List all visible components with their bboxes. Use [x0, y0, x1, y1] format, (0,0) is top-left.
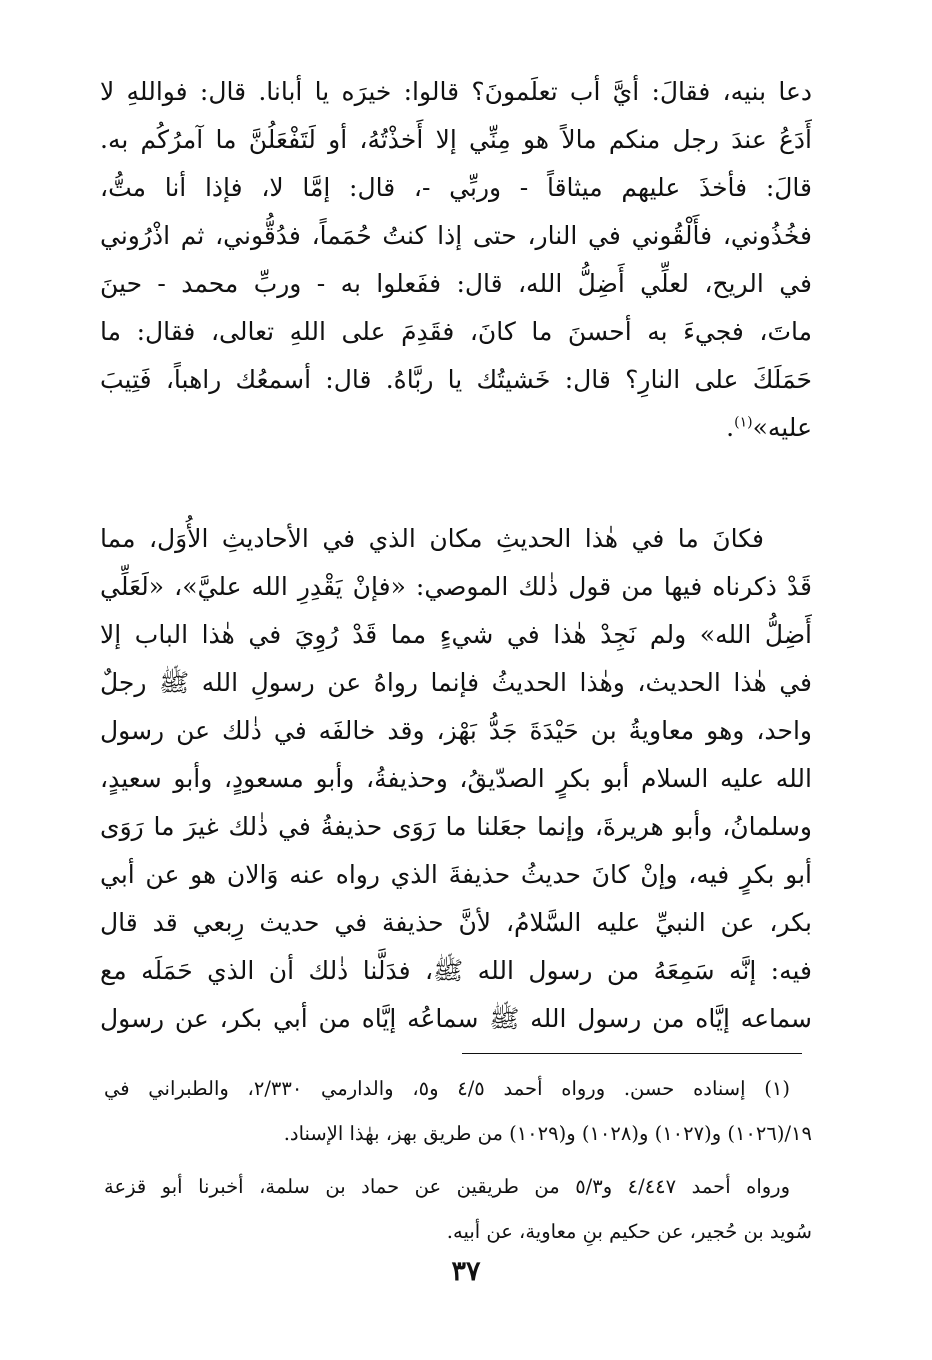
footnote-line: سُويد بن حُجير، عن حكيم بنِ معاوية، عن أبيه.	[446, 1220, 812, 1243]
quote-end-text: عليه»	[752, 413, 812, 442]
footnote-1	[104, 1066, 812, 1156]
text-line: بكر، عن النبيِّ عليه السَّلامُ، لأنَّ حذيفة في حديث رِبعي قد قال	[100, 908, 812, 937]
text-line: دعا بنيه، فقالَ: أيَّ أب تعلَمونَ؟ قالوا: خيرَه يا أبانا. قال: فواللهِ لا	[100, 77, 812, 106]
main-text	[100, 68, 812, 1043]
text-line: قالَ: فأخذَ عليهم ميثاقاً - وربِّي -، قال: إمَّا لا، فإذا أنا متُّ،	[100, 173, 812, 202]
text-line: فيه: إنَّه سَمِعَهُ من رسول الله ﷺ، فدَلَّنا ذٰلك أن الذي حَمَلَه مع	[100, 956, 812, 985]
paragraph-spacer	[100, 452, 812, 515]
text-line: أَضِلُّ الله» ولم نَجِدْ هٰذا في شيءٍ مما قَدْ رُوِيَ في هٰذا الباب إلا	[100, 620, 812, 649]
page-number: ٣٧	[451, 1256, 481, 1287]
footnote-line: (١) إسناده حسن. ورواه أحمد ٤/٥ و٥، والدارمي ٢/٣٣٠، والطبراني في	[104, 1077, 790, 1100]
footnotes	[104, 1066, 812, 1254]
text-line: واحد، وهو معاويةُ بن حَيْدَةَ جَدُّ بَهْز، وقد خالفَه في ذٰلك عن رسول	[100, 716, 812, 745]
text-line: حَمَلَكَ على النارِ؟ قال: خَشيتُك يا ربَّاهُ. قال: أسمعُك راهباً، فَتِيبَ	[100, 365, 812, 394]
footnote-line: ١٩/(١٠٢٦) و(١٠٢٧) و(١٠٢٨) و(١٠٢٩) من طريق بهز، بهٰذا الإسناد.	[283, 1122, 812, 1145]
paragraph-2	[100, 515, 812, 1043]
footnote-2	[104, 1164, 812, 1254]
text-line: الله عليه السلام أبو بكرٍ الصدّيقُ، وحذيفةُ، وأبو مسعودٍ، وأبو سعيدٍ،	[100, 764, 812, 793]
text-line: فكانَ ما في هٰذا الحديثِ مكان الذي في الأحاديثِ الأُوَل، مما	[100, 524, 764, 553]
text-line: فخُذُوني، فأَلْقُوني في النار، حتى إذا كنتُ حُمَماً، فدُقُّوني، ثم اذْرُوني	[100, 221, 812, 250]
text-line: أَدَعُ عندَ رجل منكم مالاً هو مِنِّي إلا أَخذْتُهُ، أو لَتَفْعَلُنَّ ما آمرُكُم به.	[100, 125, 812, 154]
footnote-marker: (١)	[734, 414, 753, 431]
sentence-end: .	[726, 413, 735, 442]
paragraph-1	[100, 68, 812, 452]
text-line: في هٰذا الحديث، وهٰذا الحديثُ فإنما رواهُ عن رسولِ الله ﷺ رجلٌ	[100, 668, 812, 697]
footnote-divider	[462, 1053, 802, 1054]
footnote-line: ورواه أحمد ٤/٤٤٧ و٥/٣ من طريقين عن حماد بن سلمة، أخبرنا أبو قزعة	[104, 1175, 790, 1198]
footnote-spacer	[104, 1156, 812, 1164]
text-line: أبو بكرٍ فيه، وإنْ كانَ حديثُ حذيفةَ الذي رواه عنه وَالان هو عن أبي	[100, 860, 812, 889]
text-line-last	[100, 404, 812, 452]
text-line: قَدْ ذكرناه فيها من قول ذٰلك الموصي: «فإنْ يَقْدِرِ الله عليَّ»، «لَعَلِّي	[100, 572, 812, 601]
text-line: ماتَ، فجيءَ به أحسنَ ما كانَ، فقَدِمَ على اللهِ تعالى، فقال: ما	[100, 317, 812, 346]
text-line: في الريح، لعلِّي أَضِلُّ الله، قال: ففَعلوا به - وربِّ محمد - حينَ	[100, 269, 812, 298]
text-line: وسلمانُ، وأبو هريرةَ، وإنما جعَلنا ما رَوَى حذيفةُ في ذٰلك غيرَ ما رَوَى	[100, 812, 812, 841]
text-line: سماعه إيَّاه من رسول الله ﷺ سماعُه إيَّاه من أبي بكر، عن رسول	[100, 1004, 812, 1033]
